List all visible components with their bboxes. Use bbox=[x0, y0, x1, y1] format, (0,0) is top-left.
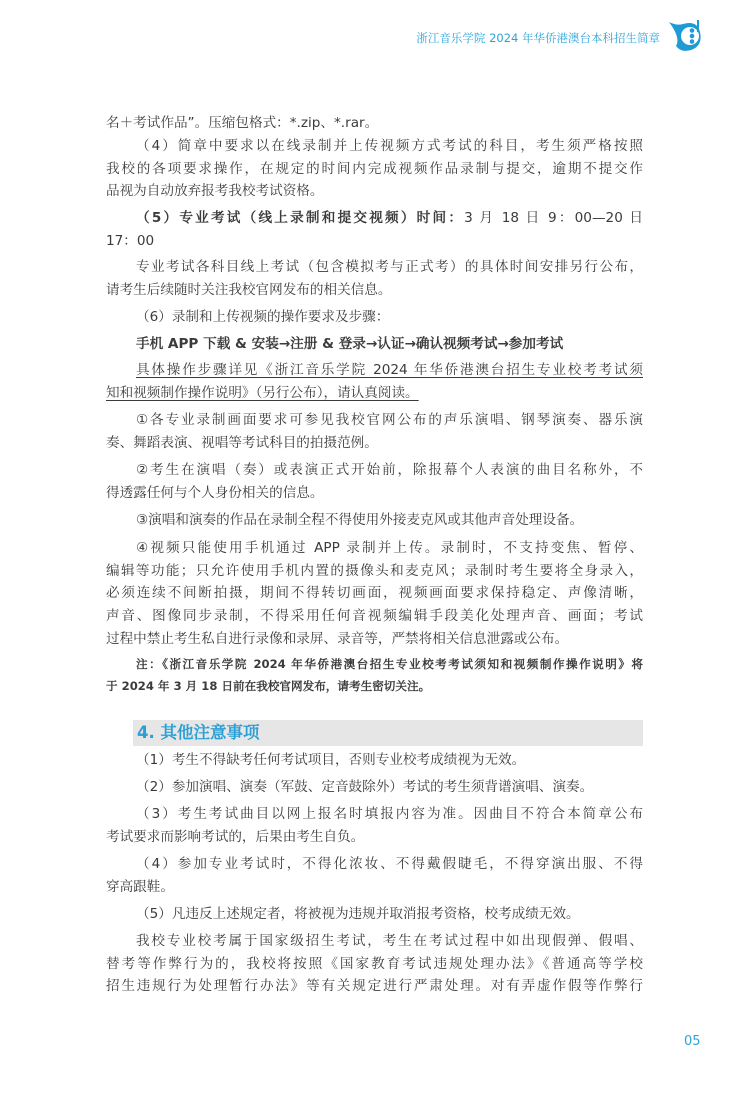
running-header: 浙江音乐学院 2024 年华侨港澳台本科招生简章 bbox=[416, 31, 660, 45]
text-line: 17：00 bbox=[106, 232, 155, 249]
text-line: 声音、图像同步录制，不得采用任何音视频编辑手段美化处理声音、画面；考试 bbox=[106, 608, 643, 625]
paragraph bbox=[106, 653, 643, 697]
paragraph bbox=[106, 537, 643, 650]
text-line: 我校的各项要求操作，在规定的时间内完成视频作品录制与提交，逾期不提交作 bbox=[106, 160, 643, 177]
text-line: 具体操作步骤详见《浙江音乐学院 2024 年华侨港澳台招生专业校考考试须 bbox=[136, 362, 643, 378]
paragraph bbox=[106, 256, 643, 301]
text-line: 穿高跟鞋。 bbox=[106, 878, 174, 895]
text-line: ③演唱和演奏的作品在录制全程不得使用外接麦克风或其他声音处理设备。 bbox=[136, 512, 584, 528]
text-line bbox=[106, 207, 643, 230]
text-line: 我校专业校考属于国家级招生考试，考生在考试过程中如出现假弹、假唱、 bbox=[136, 933, 643, 949]
paragraph bbox=[106, 359, 643, 404]
section-heading-bar bbox=[133, 720, 643, 746]
text-line: （3）考生考试曲目以网上报名时填报内容为准。因曲目不符合本简章公布 bbox=[136, 806, 643, 822]
text-line: 专业考试各科目线上考试（包含模拟考与正式考）的具体时间安排另行公布， bbox=[136, 259, 643, 275]
page-number: 05 bbox=[684, 1034, 701, 1049]
text-line: ①各专业录制画面要求可参见我校官网公布的声乐演唱、钢琴演奏、器乐演 bbox=[136, 412, 643, 428]
text-line: 过程中禁止考生私自进行录像和录屏、录音等，严禁将相关信息泄露或公布。 bbox=[106, 630, 569, 647]
text-line: 手机 APP 下载 & 安装→注册 & 登录→认证→确认视频考试→参加考试 bbox=[136, 336, 564, 352]
paragraph bbox=[106, 333, 643, 356]
text-line: 考试要求而影响考试的，后果由考生自负。 bbox=[106, 828, 365, 845]
text-line: 必须连续不间断拍摄，期间不得转切画面，视频画面要求保持稳定、声像清晰， bbox=[106, 585, 643, 602]
text-line: ②考生在演唱（奏）或表演正式开始前，除报幕个人表演的曲目名称外，不 bbox=[136, 462, 643, 478]
text-line: 替考等作弊行为的，我校将按照《国家教育考试违规处理办法》《普通高等学校 bbox=[106, 955, 643, 972]
text-line: 奏、舞蹈表演、视唱等考试科目的拍摄范例。 bbox=[106, 434, 378, 451]
paragraph bbox=[106, 207, 643, 252]
paragraph bbox=[106, 776, 643, 799]
text-line: （6）录制和上传视频的操作要求及步骤： bbox=[136, 309, 390, 325]
text-line: 品视为自动放弃报考我校考试资格。 bbox=[106, 183, 324, 200]
text-line: 招生违规行为处理暂行办法》等有关规定进行严肃处理。对有弄虚作假等作弊行 bbox=[106, 978, 643, 995]
text-line: （1）考生不得缺考任何考试项目，否则专业校考成绩视为无效。 bbox=[136, 752, 526, 768]
paragraph bbox=[106, 306, 643, 329]
text-line: （4）简章中要求以在线录制并上传视频方式考试的科目，考生须严格按照 bbox=[136, 138, 643, 154]
text-line: 知和视频制作操作说明》（另行公布），请认真阅读。 bbox=[106, 384, 419, 401]
text-line: 注：《浙江音乐学院 2024 年华侨港澳台招生专业校考考试须知和视频制作操作说明》将 bbox=[136, 657, 643, 671]
paragraph bbox=[106, 803, 643, 848]
paragraph bbox=[106, 459, 643, 504]
text-value: 3 月 18 日 9：00—20 日 bbox=[464, 210, 643, 226]
paragraph bbox=[106, 409, 643, 454]
paragraph bbox=[106, 903, 643, 926]
bold-label: （5）专业考试（线上录制和提交视频）时间： bbox=[136, 210, 465, 226]
paragraph bbox=[106, 749, 643, 772]
paragraph bbox=[106, 135, 643, 203]
text-line: （5）凡违反上述规定者，将被视为违规并取消报考资格，校考成绩无效。 bbox=[136, 906, 580, 922]
text-line: 编辑等功能；只允许使用手机内置的摄像头和麦克风；录制时考生要将全身录入， bbox=[106, 562, 643, 579]
text-line: 于 2024 年 3 月 18 日前在我校官网发布，请考生密切关注。 bbox=[106, 679, 431, 693]
section-heading: 4. 其他注意事项 bbox=[137, 723, 260, 742]
text-line: 名＋考试作品”。压缩包格式：*.zip、*.rar。 bbox=[106, 115, 379, 131]
paragraph bbox=[106, 509, 643, 532]
text-line: （4）参加专业考试时，不得化浓妆、不得戴假睫毛，不得穿演出服、不得 bbox=[136, 856, 643, 872]
school-logo-horn-icon bbox=[667, 18, 705, 54]
paragraph bbox=[106, 853, 643, 898]
paragraph bbox=[106, 930, 643, 998]
text-line: （2）参加演唱、演奏（军鼓、定音鼓除外）考试的考生须背谱演唱、演奏。 bbox=[136, 779, 594, 795]
text-line: 得透露任何与个人身份相关的信息。 bbox=[106, 484, 324, 501]
text-line: 请考生后续随时关注我校官网发布的相关信息。 bbox=[106, 281, 392, 298]
text-line: ④视频只能使用手机通过 APP 录制并上传。录制时，不支持变焦、暂停、 bbox=[136, 540, 643, 556]
paragraph bbox=[106, 112, 643, 135]
